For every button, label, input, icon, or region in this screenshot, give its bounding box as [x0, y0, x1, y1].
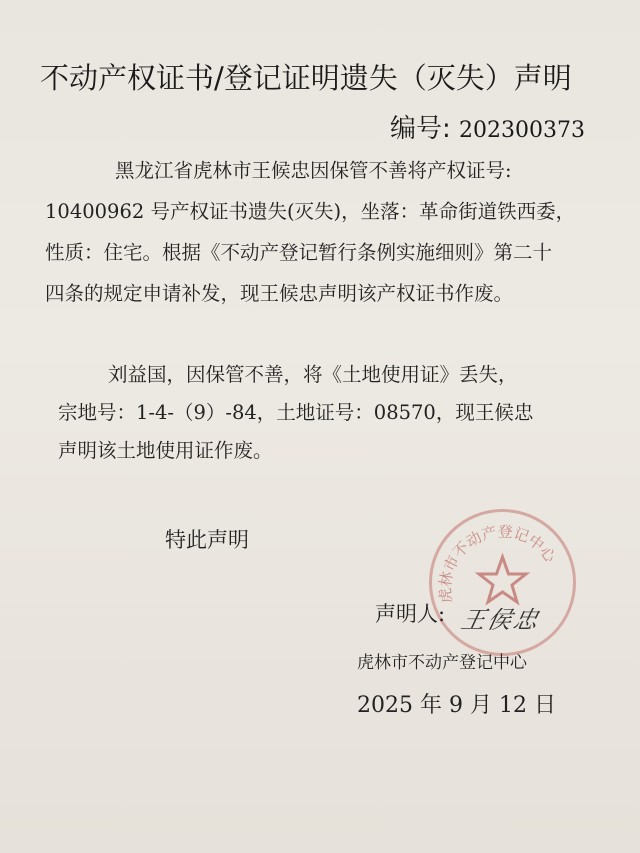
document-title: 不动产权证书/登记证明遗失（灭失）声明 — [40, 61, 572, 95]
paragraph1-line1: 黑龙江省虎林市王候忠因保管不善将产权证号: — [115, 159, 512, 182]
issuing-organization: 虎林市不动产登记中心 — [357, 653, 527, 673]
date-year: 2025 — [357, 693, 413, 718]
paragraph1-line2: 10400962 号产权证书遗失(灭失)，坐落：革命街道铁西委， — [45, 200, 576, 223]
closing-statement: 特此声明 — [165, 528, 249, 552]
handwritten-signature: 王侯忠 — [458, 606, 543, 634]
paragraph1-line3: 性质：住宅。根据《不动产登记暂行条例实施细则》第二十 — [45, 241, 553, 264]
date-month-unit: 月 — [470, 693, 493, 718]
date-year-unit: 年 — [420, 693, 443, 718]
paragraph2-line3: 声明该土地使用证作废。 — [58, 439, 273, 462]
document-date — [357, 688, 556, 719]
official-seal — [425, 505, 580, 660]
date-day-unit: 日 — [534, 693, 557, 718]
date-day: 12 — [499, 693, 528, 718]
number-value: 202300373 — [459, 118, 586, 143]
paragraph2-line1: 刘益国，因保管不善，将《土地使用证》丢失， — [108, 363, 518, 386]
date-month: 9 — [449, 693, 464, 718]
paragraph2-line2: 宗地号：1-4-（9）-84，土地证号：08570，现王候忠 — [58, 401, 534, 424]
paragraph1-line4: 四条的规定申请补发，现王候忠声明该产权证书作废。 — [45, 282, 514, 305]
document-number — [390, 108, 585, 145]
declarant-label: 声明人: — [375, 602, 446, 626]
seal-star-icon — [479, 557, 526, 602]
seal-text: 虎林市不动产登记中心 — [436, 522, 560, 605]
number-label: 编号: — [390, 114, 451, 144]
